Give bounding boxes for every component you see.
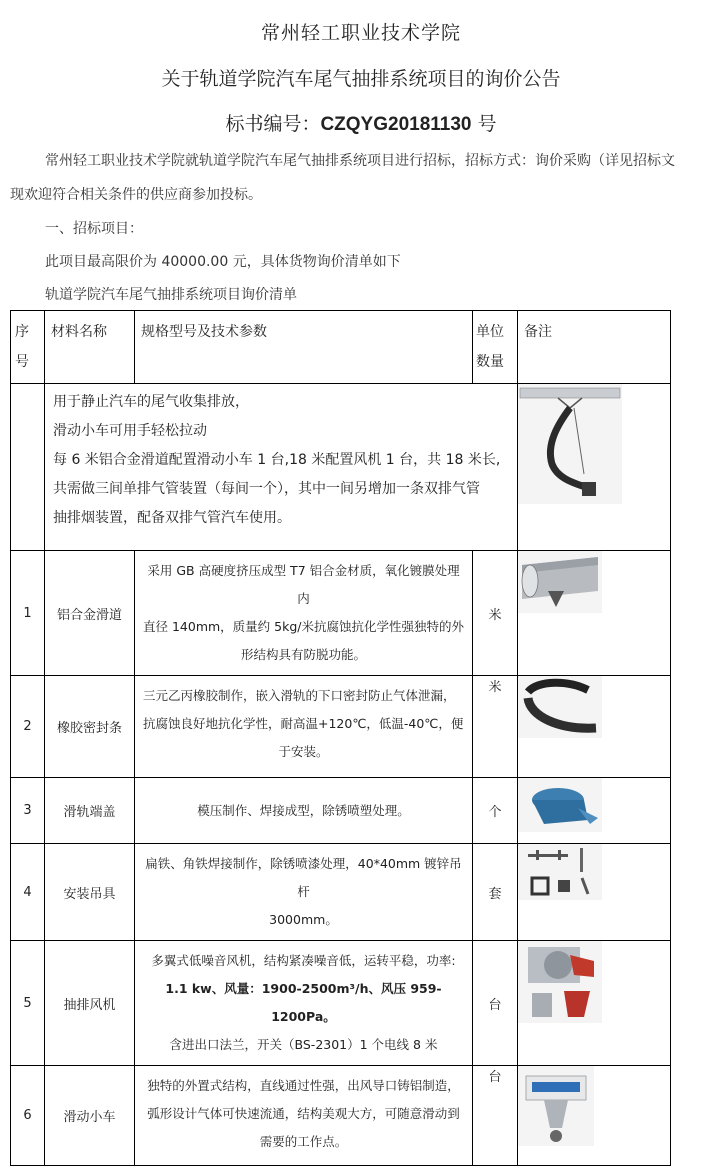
row-unit: 个 (473, 778, 518, 844)
intro-cell (45, 384, 517, 537)
intro-text-line: 共需做三间单排气管装置（每间一个），其中一间另增加一条双排气管 (53, 481, 480, 497)
spec-line: 独特的外置式结构，直线通过性强，出风导口铸铝制造， (147, 1078, 460, 1093)
row-name: 滑动小车 (45, 1066, 135, 1166)
table-header-row (11, 311, 671, 384)
spec-line: 弧形设计气体可快速流通，结构美观大方，可随意滑动到 (147, 1106, 460, 1121)
row-unit: 米 (473, 551, 518, 676)
hanger-kit-photo (518, 844, 602, 900)
bid-number: 标书编号：CZQYG20181130 号 (225, 113, 497, 135)
spec-line: 3000mm。 (269, 912, 338, 927)
spec-line: 多翼式低噪音风机，结构紧凑噪音低，运转平稳，功率: (151, 953, 456, 968)
spec-line: 直径 140mm，质量约 5kg/米抗腐蚀抗化学性强独特的外 (143, 619, 464, 634)
spec-line: 模压制作、焊接成型，除锈喷塑处理。 (197, 802, 410, 818)
intro-line-1: 常州轻工职业技术学院就轨道学院汽车尾气抽排系统项目进行招标，招标方式：询价采购（详见招标文 (45, 153, 675, 169)
header-seq-2: 号 (15, 354, 29, 370)
header-qty: 数量 (476, 354, 504, 370)
row-number: 4 (11, 844, 45, 941)
table-row (11, 551, 671, 676)
row-spec (135, 1066, 472, 1162)
header-note: 备注 (524, 324, 552, 340)
row-spec (135, 791, 472, 831)
row-spec (135, 551, 472, 675)
spec-line: 需要的工作点。 (259, 1134, 348, 1149)
row-spec (135, 676, 472, 772)
row-spec (135, 844, 472, 940)
spec-line: 采用 GB 高硬度挤压成型 T7 铝合金材质，氧化镀膜处理内 (147, 563, 460, 606)
row-number: 1 (11, 551, 45, 676)
intro-text-line: 抽排烟装置，配备双排气管汽车使用。 (53, 510, 291, 526)
price-line: 此项目最高限价为 40000.00 元，具体货物询价清单如下 (45, 254, 401, 270)
table-row (11, 676, 671, 778)
row-number: 6 (11, 1066, 45, 1166)
intro-line-2: 现欢迎符合相关条件的供应商参加投标。 (10, 187, 262, 203)
row-name: 橡胶密封条 (45, 676, 135, 778)
table-row (11, 941, 671, 1066)
row-unit: 套 (473, 844, 518, 941)
exhaust-fan-photo (518, 941, 602, 1023)
header-spec: 规格型号及技术参数 (141, 324, 267, 340)
spec-line: 三元乙丙橡胶制作，嵌入滑轨的下口密封防止气体泄漏， (143, 688, 456, 703)
row-number: 3 (11, 778, 45, 844)
aluminum-rail-photo (518, 551, 602, 613)
row-name: 滑轨端盖 (45, 778, 135, 844)
row-number: 5 (11, 941, 45, 1066)
row-unit: 台 (473, 941, 518, 1066)
row-name: 抽排风机 (45, 941, 135, 1066)
notice-title: 关于轨道学院汽车尾气抽排系统项目的询价公告 (161, 68, 561, 90)
spec-line: 1.1 kw、风量：1900-2500m³/h、风压 959-1200Pa。 (165, 981, 442, 1024)
table-row (11, 1066, 671, 1166)
end-cap-photo (518, 778, 602, 832)
list-title: 轨道学院汽车尾气抽排系统项目询价清单 (45, 287, 297, 303)
rubber-seal-photo (518, 676, 602, 738)
school-name: 常州轻工职业技术学院 (260, 22, 461, 44)
intro-text-line: 用于静止汽车的尾气收集排放， (53, 394, 249, 410)
exhaust-rail-photo (518, 384, 622, 504)
intro-text-line: 滑动小车可用手轻松拉动 (53, 423, 207, 439)
row-number: 2 (11, 676, 45, 778)
header-seq: 序 (15, 324, 29, 340)
row-unit: 台 (473, 1066, 518, 1166)
row-name: 铝合金滑道 (45, 551, 135, 676)
header-name: 材料名称 (51, 324, 107, 340)
table-row (11, 384, 671, 551)
spec-line: 形结构具有防脱功能。 (240, 647, 366, 662)
row-spec (135, 941, 472, 1065)
sliding-trolley-photo (518, 1066, 594, 1146)
intro-text-line: 每 6 米铝合金滑道配置滑动小车 1 台,18 米配置风机 1 台，共 18 米长, (53, 452, 501, 468)
row-unit: 米 (473, 676, 518, 778)
inquiry-table (10, 310, 671, 1166)
header-unit: 单位 (476, 324, 504, 340)
spec-line: 于安装。 (278, 744, 329, 759)
row-name: 安装吊具 (45, 844, 135, 941)
table-row (11, 844, 671, 941)
section-heading: 一、招标项目： (45, 221, 143, 237)
table-row (11, 778, 671, 844)
spec-line: 扁铁、角铁焊接制作，除锈喷漆处理，40*40mm 镀锌吊杆 (145, 856, 462, 899)
spec-line: 含进出口法兰，开关（BS-2301）1 个电线 8 米 (169, 1037, 438, 1052)
spec-line: 抗腐蚀良好地抗化学性，耐高温+120℃，低温-40℃，便 (143, 716, 464, 731)
